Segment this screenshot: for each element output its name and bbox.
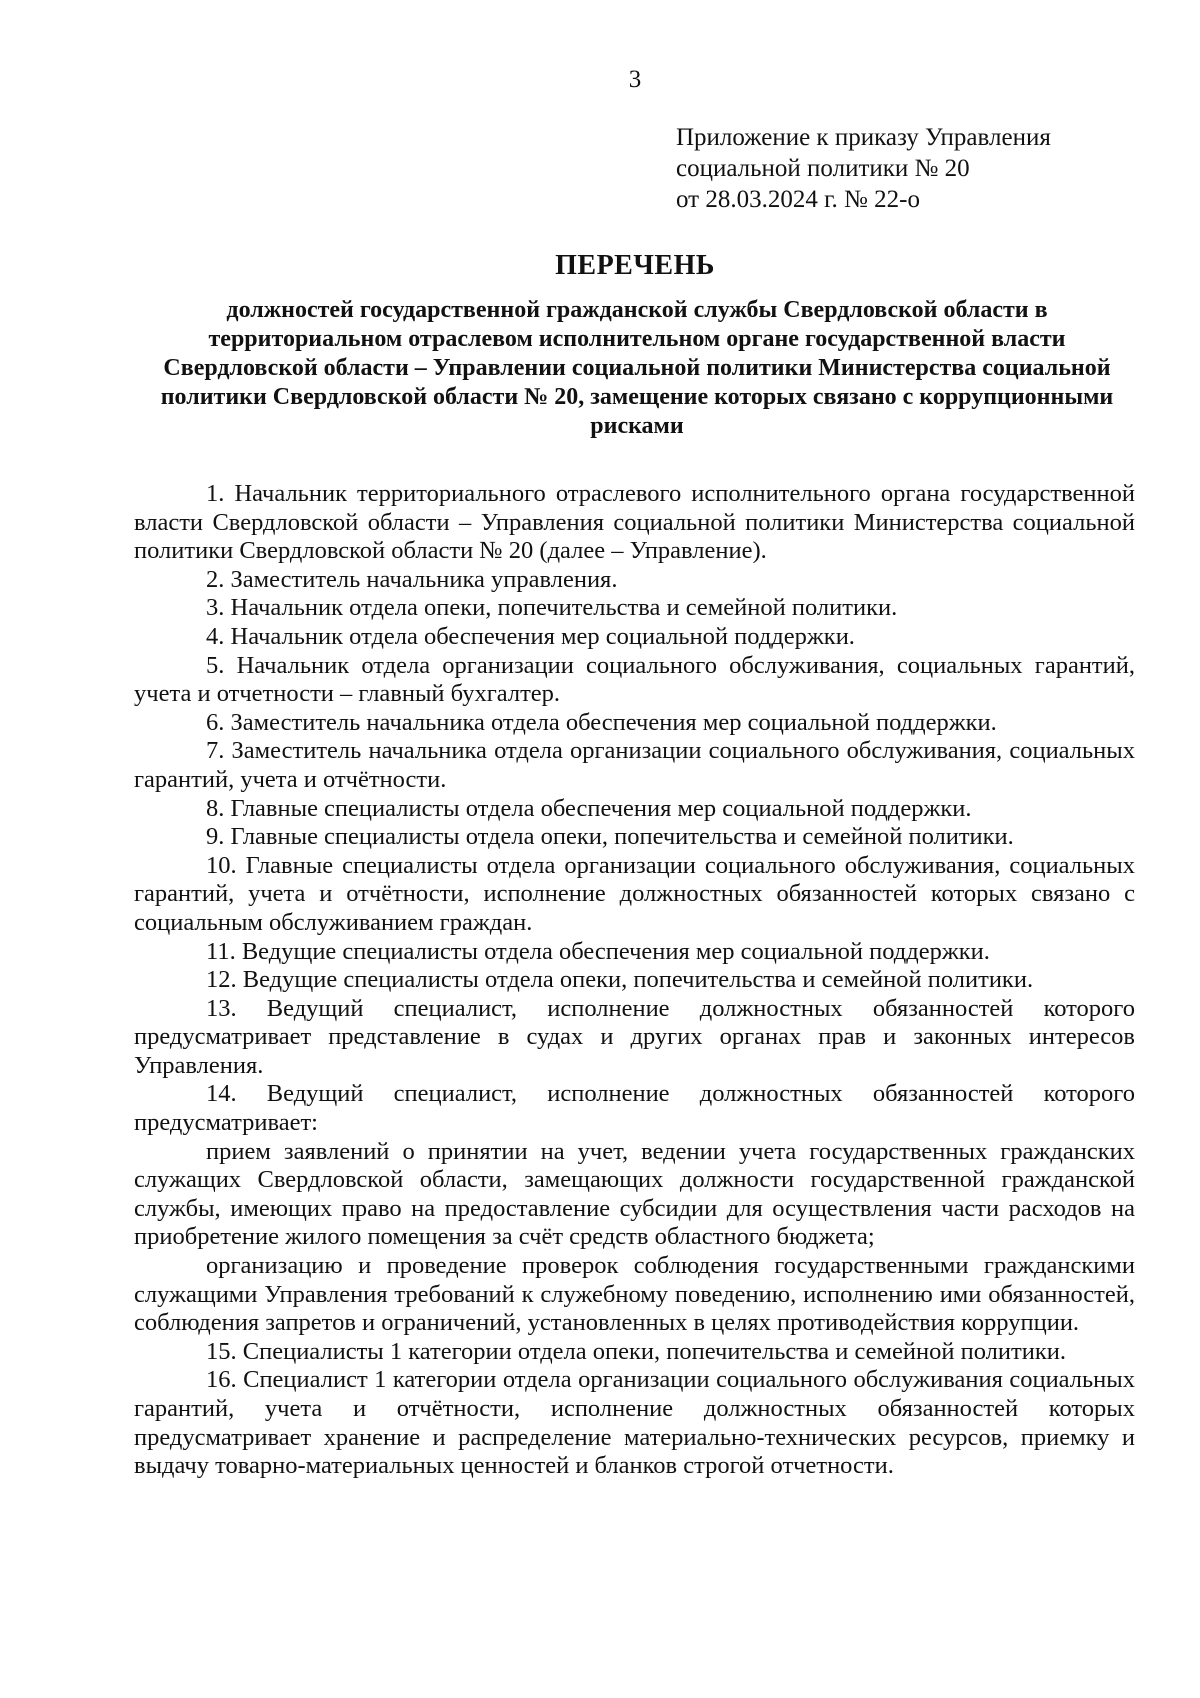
list-item-11: 11. Ведущие специалисты отдела обеспечения мер социальной поддержки. [206,937,990,965]
list-item-2: 2. Заместитель начальника управления. [206,565,618,593]
list-item-10: 10. Главные специалисты отдела организации социального обслуживания, социальных гарантий, учета и отчётности, исполнение должностных обязанностей которых связано с социальным обслуживанием граждан. [134,851,1135,936]
list-item-1: 1. Начальник территориального отраслевого исполнительного органа государственной власти Свердловской области – Управления социальной политики Министерства социальной политики Свердловской области № 20 (далее – Управление). [134,480,1135,565]
list-item-14-subitem-1: прием заявлений о принятии на учет, ведении учета государственных гражданских служащих Свердловской области, замещающих должности государственной гражданской службы, имеющих право на предоставление субсидии для осуществления части расходов на приобретение жилого помещения за счёт средств областного бюджета; [134,1137,1135,1251]
appendix-line-2: социальной политики № 20 [676,155,970,182]
list-item-13: 13. Ведущий специалист, исполнение должностных обязанностей которого предусматривает представление в судах и других органах прав и законных интересов Управления. [134,994,1135,1079]
list-item-14: 14. Ведущий специалист, исполнение должностных обязанностей которого предусматривает: [134,1080,1135,1137]
list-item-7: 7. Заместитель начальника отдела организации социального обслуживания, социальных гарантий, учета и отчётности. [134,737,1135,793]
appendix-reference [676,122,1051,215]
list-item-6: 6. Заместитель начальника отдела обеспечения мер социальной поддержки. [206,708,997,736]
list-item-3: 3. Начальник отдела опеки, попечительства и семейной политики. [206,594,898,622]
document-subtitle: должностей государственной гражданской службы Свердловской области в территориальном отраслевом исполнительном органе государственной власти Свердловской области – Управлении социальной политики Министерства социальной политики Свердловской области № 20, замещение которых связано с коррупционными рисками [160,297,1114,439]
appendix-line-1: Приложение к приказу Управления [676,124,1051,151]
list-item-15: 15. Специалисты 1 категории отдела опеки, попечительства и семейной политики. [206,1337,1066,1365]
list-item-14-subitem-2: организацию и проведение проверок соблюдения государственными гражданскими служащими Управления требований к служебному поведению, исполнению ими обязанностей, соблюдения запретов и ограничений, установленных в целях противодействия коррупции. [134,1252,1135,1337]
document-title: ПЕРЕЧЕНЬ [555,250,715,281]
list-item-8: 8. Главные специалисты отдела обеспечения мер социальной поддержки. [206,794,972,822]
document-body [134,480,1135,1481]
appendix-line-3: от 28.03.2024 г. № 22-о [676,186,920,213]
list-item-12: 12. Ведущие специалисты отдела опеки, попечительства и семейной политики. [206,966,1034,994]
list-item-5: 5. Начальник отдела организации социального обслуживания, социальных гарантий, учета и отчетности – главный бухгалтер. [134,651,1135,708]
list-item-16: 16. Специалист 1 категории отдела организации социального обслуживания социальных гарантий, учета и отчётности, исполнение должностных обязанностей которых предусматривает хранение и распределение материально-технических ресурсов, приемку и выдачу товарно-материальных ценностей и бланков строгой отчетности. [134,1366,1135,1480]
list-item-9: 9. Главные специалисты отдела опеки, попечительства и семейной политики. [206,823,1014,851]
list-item-4: 4. Начальник отдела обеспечения мер социальной поддержки. [206,622,855,650]
page-number: 3 [628,66,642,93]
